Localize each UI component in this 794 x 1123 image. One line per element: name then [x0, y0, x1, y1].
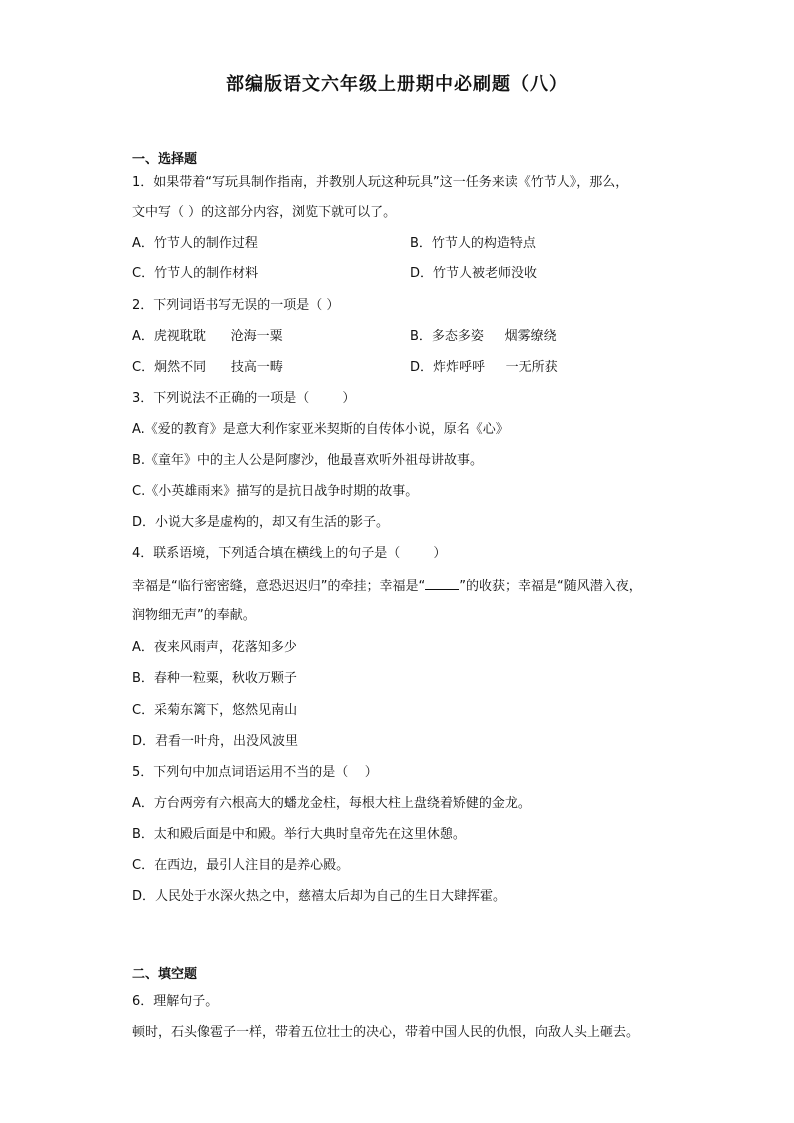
q4-context-part1: 幸福是“临行密密缝，意恐迟迟归”的牵挂；幸福是“: [132, 579, 426, 594]
section-heading-fill: 二、填空题: [132, 967, 198, 982]
q2-option-d: D．炸炸呼呼 一无所获: [410, 360, 558, 375]
q5-option-d: D．人民处于水深火热之中，慈禧太后却为自己的生日大肆挥霍。: [132, 889, 507, 904]
q5-stem: 5．下列句中加点词语运用不当的是（ ）: [132, 765, 378, 780]
q4-option-a: A．夜来风雨声，花落知多少: [132, 640, 297, 655]
q2-stem: 2．下列词语书写无误的一项是（ ）: [132, 298, 340, 313]
q3-option-d: D．小说大多是虚构的，却又有生活的影子。: [132, 515, 390, 530]
q6-passage: 顿时，石头像雹子一样，带着五位壮士的决心，带着中国人民的仇恨，向敌人头上砸去。: [132, 1025, 640, 1040]
q1-option-c: C．竹节人的制作材料: [132, 266, 259, 281]
q5-option-a: A．方台两旁有六根高大的蟠龙金柱，每根大柱上盘绕着矫健的金龙。: [132, 796, 531, 811]
q4-context-line2: 润物细无声”的奉献。: [132, 608, 256, 623]
q1-option-d: D．竹节人被老师没收: [410, 266, 538, 281]
q1-stem-line2: 文中写（ ）的这部分内容，浏览下就可以了。: [132, 205, 397, 220]
q4-option-d: D．君看一叶舟，出没风波里: [132, 734, 299, 749]
q2-option-c: C．炯然不同 技高一畴: [132, 360, 283, 375]
section-heading-choice: 一、选择题: [132, 152, 198, 167]
q3-stem: 3．下列说法不正确的一项是（ ）: [132, 391, 356, 406]
q4-option-c: C．采菊东篱下，悠然见南山: [132, 703, 298, 718]
q1-option-b: B．竹节人的构造特点: [410, 236, 536, 251]
q4-option-b: B．春种一粒粟，秋收万颗子: [132, 671, 297, 686]
q6-stem: 6．理解句子。: [132, 994, 219, 1009]
q3-option-c: C.《小英雄雨来》描写的是抗日战争时期的故事。: [132, 484, 419, 499]
q4-context-line1: [132, 577, 672, 595]
q5-option-b: B．太和殿后面是中和殿。举行大典时皇帝先在这里休憩。: [132, 827, 466, 842]
q2-option-b: B．多态多姿 烟雾缭绕: [410, 329, 557, 344]
q2-option-a: A．虎视耽耽 沧海一粟: [132, 329, 283, 344]
q3-option-b: B.《童年》中的主人公是阿廖沙，他最喜欢听外祖母讲故事。: [132, 453, 484, 468]
q1-option-a: A．竹节人的制作过程: [132, 236, 258, 251]
q4-context-part2: ”的收获；幸福是“随风潜入夜，: [459, 579, 642, 594]
q4-stem: 4．联系语境，下列适合填在横线上的句子是（ ）: [132, 546, 447, 561]
q1-stem-line1: 1．如果带着“写玩具制作指南，并教别人玩这种玩具”这一任务来读《竹节人》，那么，: [132, 175, 629, 190]
page-title: 部编版语文六年级上册期中必刷题（八）: [226, 74, 568, 95]
q3-option-a: A.《爱的教育》是意大利作家亚米契斯的自传体小说，原名《心》: [132, 422, 509, 437]
q5-option-c: C．在西边，最引人注目的是养心殿。: [132, 858, 350, 873]
q4-fill-blank: [425, 577, 459, 590]
